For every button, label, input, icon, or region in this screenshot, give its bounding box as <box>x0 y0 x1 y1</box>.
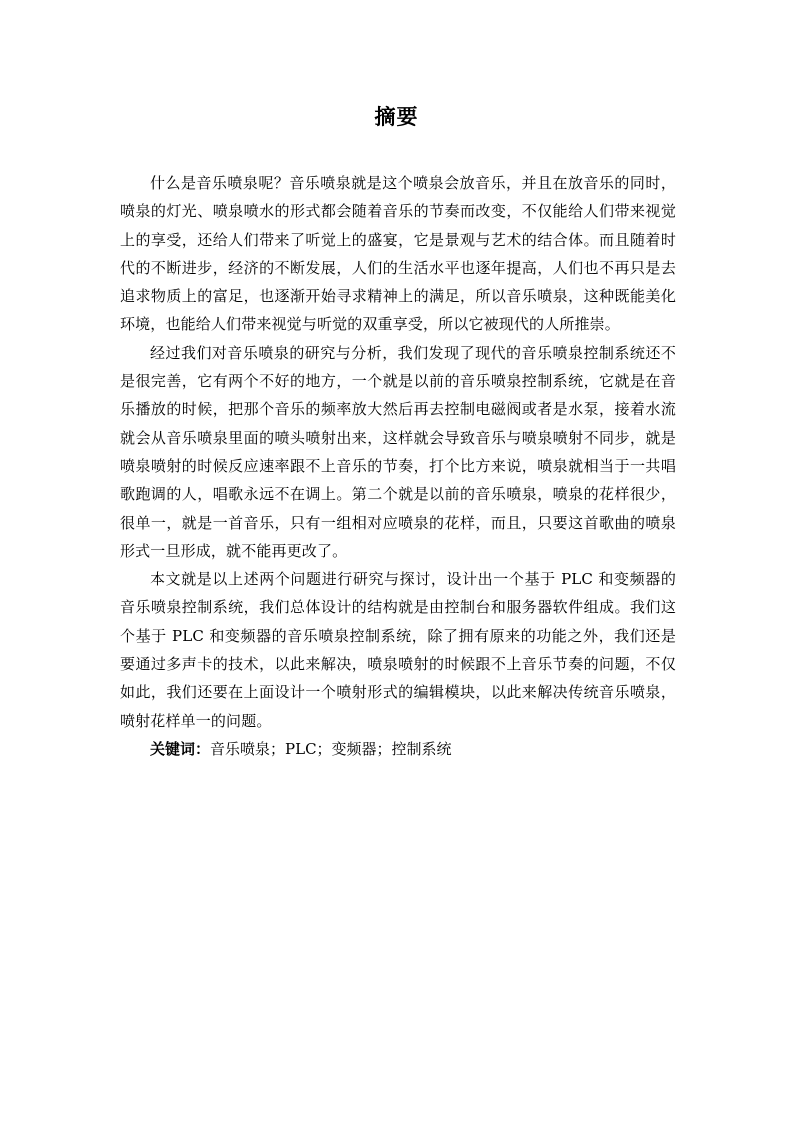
page-title: 摘要 <box>374 105 419 129</box>
abstract-paragraph-2: 经过我们对音乐喷泉的研究与分析，我们发现了现代的音乐喷泉控制系统还不是很完善，它有两个不好的地方，一个就是以前的音乐喷泉控制系统，它就是在音乐播放的时候，把那个音乐的频率放大然后再去控制电磁阀或者是水泵，接着水流就会从音乐喷泉里面的喷头喷射出来，这样就会导致音乐与喷泉喷射不同步，就是喷泉喷射的时候反应速率跟不上音乐的节奏，打个比方来说，喷泉就相当于一共唱歌跑调的人，唱歌永远不在调上。第二个就是以前的音乐喷泉，喷泉的花样很少，很单一，就是一首音乐，只有一组相对应喷泉的花样，而且，只要这首歌曲的喷泉形式一旦形成，就不能再更改了。 <box>120 343 676 560</box>
abstract-paragraph-3: 本文就是以上述两个问题进行研究与探讨，设计出一个基于 PLC 和变频器的音乐喷泉控制系统，我们总体设计的结构就是由控制台和服务器软件组成。我们这个基于 PLC 和变频器的音乐喷泉控制系统，除了拥有原来的功能之外，我们还是要通过多声卡的技术，以此来解决，喷泉喷射的时候跟不上音乐节奏的问题，不仅如此，我们还要在上面设计一个喷射形式的编辑模块，以此来解决传统音乐喷泉，喷射花样单一的问题。 <box>120 570 676 730</box>
keywords-line <box>120 735 676 763</box>
keywords-label: 关键词： <box>150 739 211 758</box>
abstract-body <box>120 169 676 763</box>
keywords-value: 音乐喷泉；PLC；变频器；控制系统 <box>210 739 452 758</box>
abstract-paragraph-1: 什么是音乐喷泉呢？音乐喷泉就是这个喷泉会放音乐，并且在放音乐的同时，喷泉的灯光、喷泉喷水的形式都会随着音乐的节奏而改变，不仅能给人们带来视觉上的享受，还给人们带来了听觉上的盛宴，它是景观与艺术的结合体。而且随着时代的不断进步，经济的不断发展，人们的生活水平也逐年提高，人们也不再只是去追求物质上的富足，也逐渐开始寻求精神上的满足，所以音乐喷泉，这种既能美化环境，也能给人们带来视觉与听觉的双重享受，所以它被现代的人所推崇。 <box>120 174 676 334</box>
